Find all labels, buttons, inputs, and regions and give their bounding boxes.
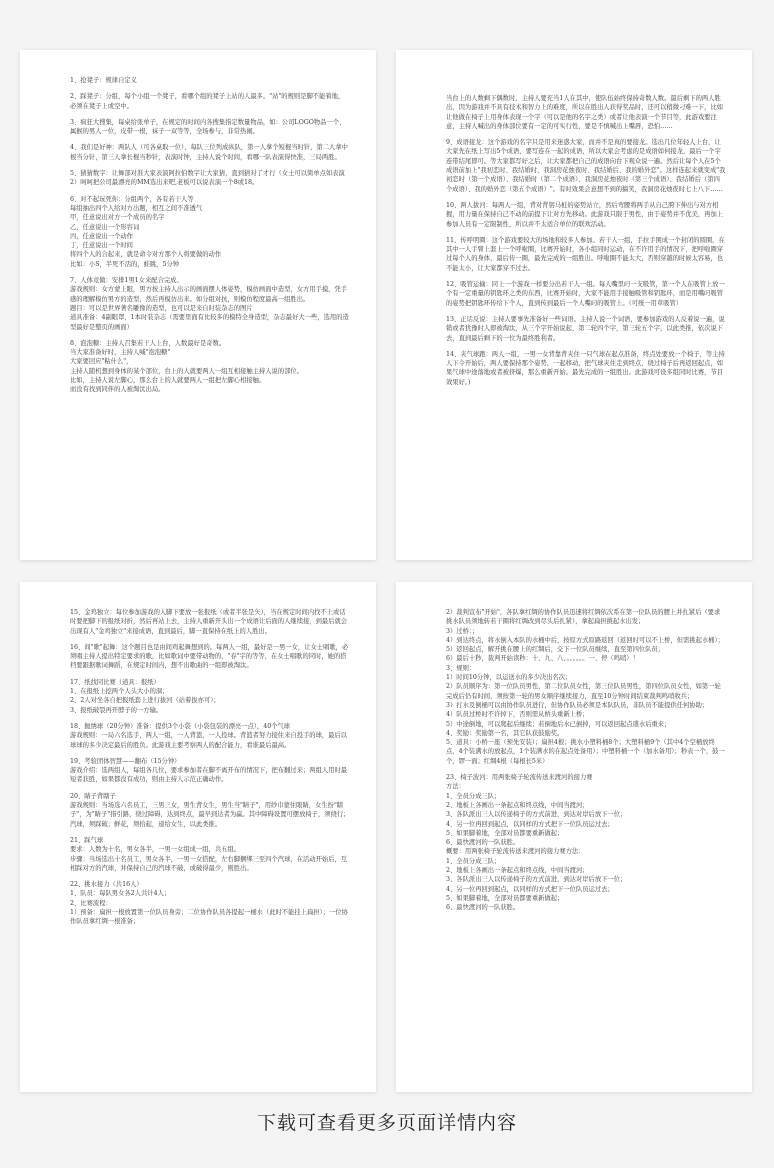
paragraph: 9、成语接龙：这个游戏的名字只是用来迷惑大家，而并不是真的要接龙。选出几位年轻人上台，让大家先在纸上写出5个成语，要写连在一起的成语，所以大家会考虑的是成语如何接龙，最后一个字连带结尾即可。等大家都写好之后，让大家都把自己的成语向台下观众说一遍。然后让每个人在5个成语前加上"我初恋时、我结婚时、我洞房花烛夜时、我结婚后、我的婚外恋"。这样连起来就变成"我初恋时（第一个成语）、我结婚时（第二个成语）、我洞房花烛夜时（第三个成语）、我结婚后（第四个成语）、我的婚外恋（第五个成语）"。有时效果会意想不到的搞笑，我洞房花烛夜时七上八下…… (446, 139, 726, 193)
paragraph: 13、正话反说：主持人要事先准备好一些词语。主持人说一个词语，要参加游戏的人反着说一遍，说错或者犹豫时人即被淘汰，从三个字开始说起，第二轮四个字，第三轮五个字，以此类推，依次说下去，直到最后剩下的一位为最终胜利者。 (446, 315, 725, 342)
paragraph: 20、睛子背瞎子 游戏规则：当场选六名员工，三男三女，男生背女生，男生当"睛子"，用纱巾蒙住眼睛，女生扮"瞎子"，为"睛子"指引路，绕过障碍，达到终点，最早到达者为赢。其中障碍设置可摆放椅子，须绕行；汽球，须踩破；鲜花，须拾起，递给女生，以此类推。 (70, 792, 350, 828)
paragraph: 10、两人拔河：每两人一组，背对背躬马桩的姿势站立，然后弯腰将两手从自己胯下伸出与对方相握，用力量在保持自己不动的前提下让对方先移动。此游戏只限于男性，由于姿势并不优美，再加上参加人员有一定限制性，所以并不太适合单位的联欢活动。 (446, 201, 724, 228)
paragraph: 11、传呼明圈：这个游戏要较大的场地和较多人参加。若干人一组，手拉手围成一个封闭的圆圈，在其中一人手臂上套上一个呼啦圈，比赛开始时，各小组同时运动，在不许用手的情况下，把呼啦圈穿过每个人的身体，最后传一圈，最先完成的一组胜出。呼啦圈不能太大，否则穿越的时候太容易，也不能太小，让大家都穿不过去。 (446, 236, 725, 272)
download-caption: 下载可查看更多页面详情内容 (256, 1112, 517, 1134)
document-page-3 (20, 582, 376, 1092)
paragraph: 19、考验团体智慧——翻布（15分钟） 游戏介绍：选两组人，每组各几位，要求参加者在脚不离开布的情况下，把布翻过来；两组人用时最短者获胜，如果都没有成功，则由主持人示范正确动作。 (70, 757, 348, 784)
paragraph: 23、椅子波河：用两张椅子轮流传送来渡河的接力赛 方法： 1、全员分成三队； 2、地板上各画出一条起点和终点线，中间当渡河； 3、各队派出三人以传递椅子的方式前进，到达对岸后放下一位； 4、另一位再回到起点，以同样的方式把下一位队员运过去； 5、如果脚着地，全部对员都要重新做起； 6、最快渡河的一队获胜。 概要：用两张椅子轮流传送来渡河的接力赛方法： 1、全员分成三队； 2、地板上各画出一条起点和终点线，中间当渡河； 3、各队派出三人以传递椅子的方式前进，到达对岸后放下一位； 4、另一位再回到起点，以同样的方式把下一位队员运过去； 5、如果脚着地，全部对员都要重新做起； 6、最快渡河的一队获胜。 (446, 774, 627, 912)
paragraph: 2）裁判宣布"开始"，各队拿红绸的协作队员迅速将红绸依次系在第一位队员的腰上并扎紧后（要求挑水队员须地转若干圈将红绸改到尽头后扎紧），拿起扁担挑起水出发； 3）过桥：； 4）到达终点，将水倒入本队的水桶中后，按原方式原路返回（返回时可以不上桥，但需挑起水桶）； 5）返回起点，解开挑在腰上的红绸后，交下一位队员继续，直至第四位队员； 6）最后十秒，裁判开始读秒：十、九、八、。。。。。。一、停（鸣哨）！ 3、规则： 1）时间10分钟，以运送水的多少决出名次； 2）队员顺序为：第一位队员男性，第二位队员女性，第三位队员男性，第四位队员女性，如第一轮完成后仍有时间，须按第一轮的男女顺序继续接力，直至10分钟时间结束裁判鸣哨收兵； 3）打水及倒桶可以由协作队员进行，但协作队员必须是本队队员，非队员不能提供任何协助； 4）队员过桥时不许掉下，否则需从桥头重新上桥； 5）中途倒地，可以爬起后继续；若倒地后水已倒掉，可以返回起点盛水后重来； 4、奖励：奖励第一名，其它队获鼓励奖。 5、道具：小桥一座（预先安装）；扁担4根；挑水小塑料桶8个；大塑料桶9个（其中4个空桶放终点，4个装满水的放起点，1个装满水的在起点处备用）；中塑料桶一个（加水备用）；秒表一个，鼓一个，锣一面；红绸4根（每根长5米） (446, 609, 725, 765)
paragraph: 2、踩凳子：分组，每个小组一个凳子，看哪个组的凳子上站的人最多。"站"的规则是脚不能着地，必须在凳子上或空中。 (70, 93, 345, 110)
paragraph: 14、夹气球跑：两人一组，一男一女背靠背夹住一只气球在起点准备，终点处要放一个椅子，等主持人下令开始后，两人要保持那个姿势，一起移动，把气球夹住走到终点，绕过椅子后再返回起点，如果气球中途落地或者被挤爆，那么重新开始。最先完成的一组胜出。此游戏可设多组同时比赛，节目效果好。) (446, 350, 725, 386)
paragraph: 8、泡泡糖：主持人召集若干人上台，人数最好是奇数。 当大家准备好时，主持人喊"泡泡糖" 大家要回应"粘什么"， 主持人随机想到身体的某个部位，台上的人就要两人一组互相接触主持人说的部位。 比如，主持人说左脚心，那么台上的人就要两人一组把左脚心相接触。 而没有找到同伴的人被淘汰出局。 (70, 339, 303, 394)
paragraph: 7、人体竞做：安排1男1女来配合完成。 游戏规则：女方蒙上眼，男方按主持人出示的画面摆人体姿势，模仿画面中造型，女方用手摸，凭手感的理解模仿男方的造型，然后再模仿出来。如分组对抗，则模仿程度最高一组胜出。 题目：可以是世界著名雕像的造型，也可以是来自时装杂志的图片 道具准备：4副眼罩，1本时装杂志（需要里面有比较多的模特全身造型，杂志最好大一些，选用的造型最好是整页的画面） (70, 277, 349, 331)
paragraph: 5、猜猜数字：让舞部对准大家表演阿拉伯数字让大家猜，直到猜对了才行（女士可以简单点如表演2）呵呵把公司最漂亮的MM选出来吧,老板可以说表演一个8或18。 (70, 170, 345, 187)
paragraph: 18、抛绣球（20分钟）准备：提供3个小袋（小袋包装的漂亮一点），40个气球 游戏规则：一局六名选手，两人一组，一人背篮，一人投球。背篮者努力接住来自投手的球，最后以球球的多少决定最后的胜负。此游戏主要考察两人的配合能力，看谁最后最高。 (70, 722, 348, 749)
paragraph: 21、踩气球 要求：人数为十名，男女各半，一男一女组成一组，共五组。 步骤：当场选出十名员工，男女各半，一男一女搭配，左右脚捆绑三至四个汽球，在活动开始后，互相踩对方的汽球，并保持自己的汽球不破，或破得最少，则胜出。 (70, 836, 348, 872)
paragraph: 17、纸找同比赛（道具：报纸） 1、在报纸上挖两个人头大小的洞； 2、2人对坐各自把报纸套上进行拔河（站着拔亦可）； 3、报纸破裂再开脖子的一方输。 (70, 678, 220, 714)
paragraph: 16、间"歌"起舞：这个题目也是由间鸡起舞想到的。每两人一组，最好是一男一女，让女士唱歌，必须唱主持人提出特定要求的歌，比如歌词中要带动物的，"春"字的等等，在女士唱歌的同时，她的搭档要跟据歌词舞蹈，在规定时间内，想不出歌曲的一组即被淘汰。 (70, 643, 349, 670)
paragraph: 1、抢凳子：规律自定义 (70, 77, 137, 84)
document-page-1 (20, 50, 376, 560)
paragraph: 3、疯狂大搜集，每桌给张单子，在规定的时间内各搜集指定数量物品，如：公司LOGO物品一个，属猴的男人一位，皮带一根，袜子一双等等，全场参与，非常热闹。 (70, 118, 346, 136)
paragraph: 当台上的人数剩下偶数时，主持人要充当1人在其中，使队伍始终保持奇数人数。最后剩下的两人胜出，因为游戏并不具有技术和智力上的难度，所以在胜出人获得奖品时，还可以稍微刁难一下，比如让他做在椅子上用身体表现一个字（可以是他的名字之类）或者让他表演一个节目等，此游戏要注意，主持人喊出的身体部位要有一定的可实行性，要是不慎喊出上嘴唇，恐怕…… (446, 95, 724, 130)
document-page-4 (396, 582, 752, 1092)
paragraph: 12、吸管运输：同上一个游戏一样要分出若干人一组。每人嘴里叼一支吸管，第一个人在吸管上放一个有一定重量的钥匙环之类的东西，比赛开始时，大家不能用手接触吸管和钥匙环，而是用嘴叼吸管的姿势把钥匙环传给下个人，直到传到最后一个人嘴叼的吸管上。（可统一用草吸管） (446, 281, 725, 307)
paragraph: 6、对不起玩死你：分组两个，各有若干人等 每组抽出四个人给对方出题，相互之间不准透气 甲，任意说出对方一个成员的名字 乙，任意说出一个形容词 丙，任意说出一个动作 丁，任意说出一个时间 将四个人的合起来，就是命令对方那个人将要做的动作 比如：小S，半死不活的，蛙跳，5分钟 (70, 195, 222, 268)
paragraph: 4、我们是好神：两队人（可各桌取一位），每队三位列成纵队，第一人拿个短棍当时针，第二人拿中根当分针，第三人拿长棍当秒针，表演时钟，主持人说个时间，看哪一队表演得快准，三局两胜。 (70, 144, 348, 161)
document-page-2 (396, 50, 752, 560)
paragraph: 15、金鸡独立：每位参加游戏的人脚下要放一张报纸（或者半张是矢），当在规定时间内找不上或话时要把脚下的报纸对折，然后再站上去，主持人重新开头出一个成语让后面的人继续接，到最后就会出现有人"金鸡独立"来接成语，直到最后，脚一直保持在纸上的人胜出。 (70, 609, 348, 635)
paragraph: 22、挑水接力（共16人） 1、队员：每队男女各2人共计4人； 2、比赛流程： 1）预备：扁担一根放置第一位队员身旁；二位协作队员各提起一桶水（此时不能挂上扁担）；一位协作队员拿红绸一根准备； (70, 881, 348, 926)
